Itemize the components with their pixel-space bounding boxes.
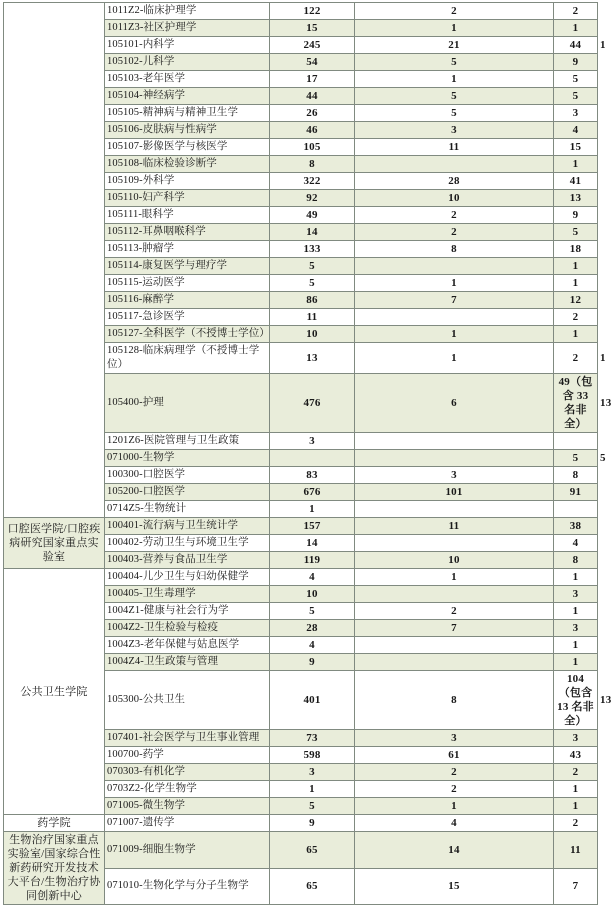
- applicants-cell: 44: [270, 88, 355, 105]
- major-cell: 100700-药学: [105, 747, 270, 764]
- major-cell: 071010-生物化学与分子生物学: [105, 868, 270, 905]
- masters-cell: 3: [554, 105, 598, 122]
- doctoral-cell: 2: [355, 781, 554, 798]
- major-cell: 105111-眼科学: [105, 207, 270, 224]
- doctoral-cell: 5: [355, 88, 554, 105]
- table-row: [4, 3, 598, 20]
- major-cell: 105105-精神病与精神卫生学: [105, 105, 270, 122]
- applicants-cell: 10: [270, 326, 355, 343]
- applicants-cell: 4: [270, 637, 355, 654]
- major-cell: 1011Z2-临床护理学: [105, 3, 270, 20]
- applicants-cell: 401: [270, 671, 355, 730]
- masters-cell: 8: [554, 467, 598, 484]
- major-cell: 0714Z5-生物统计: [105, 501, 270, 518]
- masters-cell: 2: [554, 764, 598, 781]
- masters-cell: 1: [554, 798, 598, 815]
- applicants-cell: 157: [270, 518, 355, 535]
- major-cell: 105127-全科医学（不授博士学位）: [105, 326, 270, 343]
- major-cell: 071005-微生物学: [105, 798, 270, 815]
- major-cell: 070303-有机化学: [105, 764, 270, 781]
- masters-cell: 3: [554, 730, 598, 747]
- doctoral-cell: 8: [355, 671, 554, 730]
- masters-cell: 2: [554, 3, 598, 20]
- major-cell: 105117-急诊医学: [105, 309, 270, 326]
- masters-cell: 5: [554, 88, 598, 105]
- applicants-cell: 17: [270, 71, 355, 88]
- applicants-cell: 15: [270, 20, 355, 37]
- major-cell: 100404-儿少卫生与妇幼保健学: [105, 569, 270, 586]
- doctoral-cell: 1: [355, 275, 554, 292]
- applicants-cell: 133: [270, 241, 355, 258]
- applicants-cell: 5: [270, 798, 355, 815]
- applicants-cell: 3: [270, 433, 355, 450]
- doctoral-cell: 2: [355, 3, 554, 20]
- masters-cell: 49（包含 33 名非全）: [554, 374, 598, 433]
- major-cell: 105109-外科学: [105, 173, 270, 190]
- masters-cell: 44: [554, 37, 598, 54]
- masters-cell: 1: [554, 603, 598, 620]
- table-row: 105400-护理 476 6 49（包含 33 名非全） 13: [4, 374, 598, 433]
- major-cell: 105128-临床病理学（不授博士学位）: [105, 343, 270, 374]
- applicants-cell: 83: [270, 467, 355, 484]
- doctoral-cell: [355, 654, 554, 671]
- applicants-cell: 1: [270, 781, 355, 798]
- major-cell: 071007-遗传学: [105, 815, 270, 832]
- major-cell: 107401-社会医学与卫生事业管理: [105, 730, 270, 747]
- doctoral-cell: 5: [355, 105, 554, 122]
- doctoral-cell: 1: [355, 326, 554, 343]
- doctoral-cell: 3: [355, 122, 554, 139]
- applicants-cell: [270, 450, 355, 467]
- doctoral-cell: [355, 309, 554, 326]
- major-cell: 105101-内科学: [105, 37, 270, 54]
- major-cell: 105113-肿瘤学: [105, 241, 270, 258]
- major-cell: 105112-耳鼻咽喉科学: [105, 224, 270, 241]
- doctoral-cell: 2: [355, 207, 554, 224]
- doctoral-cell: 5: [355, 54, 554, 71]
- applicants-cell: 86: [270, 292, 355, 309]
- applicants-cell: 3: [270, 764, 355, 781]
- table-row: [4, 569, 598, 586]
- masters-cell: 4: [554, 535, 598, 552]
- major-cell: 105104-神经病学: [105, 88, 270, 105]
- masters-cell: 5: [554, 450, 598, 467]
- major-cell: 105103-老年医学: [105, 71, 270, 88]
- applicants-cell: 92: [270, 190, 355, 207]
- major-cell: 105116-麻醉学: [105, 292, 270, 309]
- masters-cell: 1: [554, 156, 598, 173]
- doctoral-cell: 7: [355, 620, 554, 637]
- masters-cell: 41: [554, 173, 598, 190]
- masters-cell: 1: [554, 258, 598, 275]
- masters-cell: 13: [554, 190, 598, 207]
- doctoral-cell: 3: [355, 730, 554, 747]
- table-row: [4, 832, 598, 869]
- masters-cell: 43: [554, 747, 598, 764]
- applicants-cell: 26: [270, 105, 355, 122]
- masters-cell: 3: [554, 620, 598, 637]
- masters-cell: 15: [554, 139, 598, 156]
- major-cell: 105114-康复医学与理疗学: [105, 258, 270, 275]
- applicants-cell: 322: [270, 173, 355, 190]
- doctoral-cell: [355, 637, 554, 654]
- doctoral-cell: [355, 433, 554, 450]
- major-cell: 1004Z2-卫生检验与检疫: [105, 620, 270, 637]
- doctoral-cell: 2: [355, 224, 554, 241]
- doctoral-cell: 14: [355, 832, 554, 869]
- doctoral-cell: 4: [355, 815, 554, 832]
- masters-cell: 1: [554, 654, 598, 671]
- applicants-cell: 245: [270, 37, 355, 54]
- doctoral-cell: 61: [355, 747, 554, 764]
- doctoral-cell: 1: [355, 71, 554, 88]
- major-cell: 100300-口腔医学: [105, 467, 270, 484]
- masters-cell: 38: [554, 518, 598, 535]
- major-cell: 071000-生物学: [105, 450, 270, 467]
- table-row: [4, 815, 598, 832]
- applicants-cell: 105: [270, 139, 355, 156]
- masters-cell: 1: [554, 781, 598, 798]
- masters-cell: 104（包含 13 名非全）: [554, 671, 598, 730]
- applicants-cell: 476: [270, 374, 355, 433]
- table-row: [4, 518, 598, 535]
- applicants-cell: 5: [270, 603, 355, 620]
- table-row: 071000-生物学 5 5: [4, 450, 598, 467]
- doctoral-cell: 7: [355, 292, 554, 309]
- applicants-cell: 122: [270, 3, 355, 20]
- major-cell: 071009-细胞生物学: [105, 832, 270, 869]
- org-cell: 药学院: [4, 815, 105, 832]
- masters-cell: 9: [554, 54, 598, 71]
- masters-cell: 12: [554, 292, 598, 309]
- applicants-cell: 14: [270, 224, 355, 241]
- major-cell: 1004Z3-老年保健与姑息医学: [105, 637, 270, 654]
- applicants-cell: 14: [270, 535, 355, 552]
- applicants-cell: 1: [270, 501, 355, 518]
- org-cell: 生物治疗国家重点实验室/国家综合性新药研究开发技术大平台/生物治疗协同创新中心: [4, 832, 105, 905]
- major-cell: 105108-临床检验诊断学: [105, 156, 270, 173]
- doctoral-cell: 21: [355, 37, 554, 54]
- doctoral-cell: 15: [355, 868, 554, 905]
- doctoral-cell: 10: [355, 552, 554, 569]
- applicants-cell: 9: [270, 654, 355, 671]
- doctoral-cell: 11: [355, 139, 554, 156]
- doctoral-cell: 1: [355, 20, 554, 37]
- major-cell: 105102-儿科学: [105, 54, 270, 71]
- applicants-cell: 65: [270, 832, 355, 869]
- doctoral-cell: [355, 156, 554, 173]
- masters-cell: 2: [554, 343, 598, 374]
- masters-cell: [554, 501, 598, 518]
- masters-cell: 1: [554, 20, 598, 37]
- doctoral-cell: 10: [355, 190, 554, 207]
- masters-cell: 2: [554, 815, 598, 832]
- major-cell: 105107-影像医学与核医学: [105, 139, 270, 156]
- masters-cell: 1: [554, 569, 598, 586]
- masters-cell: 1: [554, 275, 598, 292]
- applicants-cell: 9: [270, 815, 355, 832]
- table-body: [4, 3, 611, 905]
- applicants-cell: 73: [270, 730, 355, 747]
- major-cell: 100403-营养与食品卫生学: [105, 552, 270, 569]
- applicants-cell: 54: [270, 54, 355, 71]
- masters-cell: 5: [554, 71, 598, 88]
- applicants-cell: 28: [270, 620, 355, 637]
- masters-cell: 18: [554, 241, 598, 258]
- doctoral-cell: 6: [355, 374, 554, 433]
- masters-cell: 1: [554, 637, 598, 654]
- masters-cell: 4: [554, 122, 598, 139]
- major-cell: 105400-护理: [105, 374, 270, 433]
- applicants-cell: 676: [270, 484, 355, 501]
- masters-cell: 11: [554, 832, 598, 869]
- org-cell: [4, 3, 105, 518]
- major-cell: 0703Z2-化学生物学: [105, 781, 270, 798]
- masters-cell: 9: [554, 207, 598, 224]
- table-row: 105300-公共卫生 401 8 104（包含 13 名非全） 13: [4, 671, 598, 730]
- doctoral-cell: 11: [355, 518, 554, 535]
- masters-cell: 7: [554, 868, 598, 905]
- table-row: 105128-临床病理学（不授博士学位） 13 1 2 1: [4, 343, 598, 374]
- applicants-cell: 4: [270, 569, 355, 586]
- applicants-cell: 8: [270, 156, 355, 173]
- doctoral-cell: 8: [355, 241, 554, 258]
- major-cell: 105200-口腔医学: [105, 484, 270, 501]
- major-cell: 1004Z4-卫生政策与管理: [105, 654, 270, 671]
- major-cell: 1201Z6-医院管理与卫生政策: [105, 433, 270, 450]
- applicants-cell: 5: [270, 275, 355, 292]
- major-cell: 100401-流行病与卫生统计学: [105, 518, 270, 535]
- applicants-cell: 49: [270, 207, 355, 224]
- masters-cell: 8: [554, 552, 598, 569]
- doctoral-cell: 1: [355, 798, 554, 815]
- applicants-cell: 5: [270, 258, 355, 275]
- masters-cell: 91: [554, 484, 598, 501]
- doctoral-cell: 1: [355, 569, 554, 586]
- doctoral-cell: 28: [355, 173, 554, 190]
- doctoral-cell: [355, 450, 554, 467]
- major-cell: 105300-公共卫生: [105, 671, 270, 730]
- major-cell: 1004Z1-健康与社会行为学: [105, 603, 270, 620]
- major-cell: 100405-卫生毒理学: [105, 586, 270, 603]
- applicants-cell: 13: [270, 343, 355, 374]
- doctoral-cell: 1: [355, 343, 554, 374]
- masters-cell: [554, 433, 598, 450]
- applicants-cell: 11: [270, 309, 355, 326]
- enrollment-table: [3, 2, 611, 905]
- doctoral-cell: 2: [355, 764, 554, 781]
- applicants-cell: 598: [270, 747, 355, 764]
- masters-cell: 3: [554, 586, 598, 603]
- applicants-cell: 46: [270, 122, 355, 139]
- masters-cell: 2: [554, 309, 598, 326]
- doctoral-cell: [355, 501, 554, 518]
- org-cell: 公共卫生学院: [4, 569, 105, 815]
- applicants-cell: 119: [270, 552, 355, 569]
- major-cell: 100402-劳动卫生与环境卫生学: [105, 535, 270, 552]
- org-cell: 口腔医学院/口腔疾病研究国家重点实验室: [4, 518, 105, 569]
- major-cell: 105106-皮肤病与性病学: [105, 122, 270, 139]
- doctoral-cell: [355, 535, 554, 552]
- doctoral-cell: 2: [355, 603, 554, 620]
- major-cell: 1011Z3-社区护理学: [105, 20, 270, 37]
- applicants-cell: 65: [270, 868, 355, 905]
- masters-cell: 1: [554, 326, 598, 343]
- doctoral-cell: [355, 586, 554, 603]
- applicants-cell: 10: [270, 586, 355, 603]
- masters-cell: 5: [554, 224, 598, 241]
- doctoral-cell: 101: [355, 484, 554, 501]
- doctoral-cell: 3: [355, 467, 554, 484]
- doctoral-cell: [355, 258, 554, 275]
- major-cell: 105110-妇产科学: [105, 190, 270, 207]
- table-row: 105101-内科学 245 21 44 1: [4, 37, 598, 54]
- major-cell: 105115-运动医学: [105, 275, 270, 292]
